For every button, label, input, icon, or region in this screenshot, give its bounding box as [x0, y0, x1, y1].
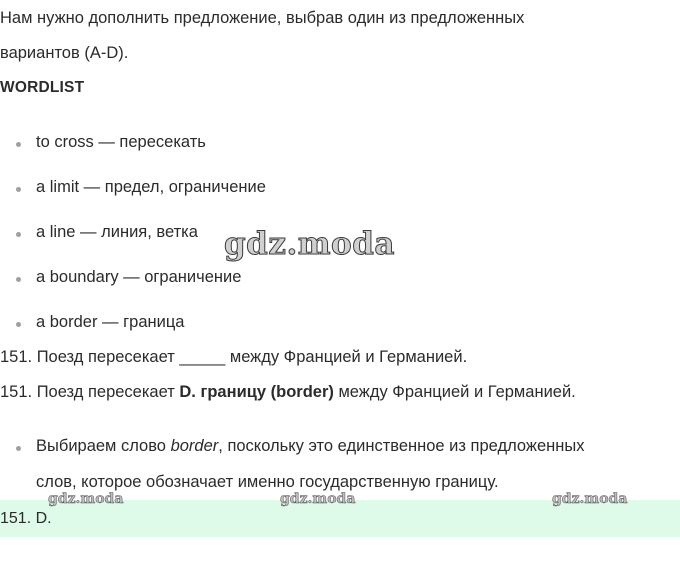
bullet — [16, 142, 21, 147]
intro-line-1: Нам нужно дополнить предложение, выбрав один из предложенных — [0, 9, 525, 27]
explanation-line-2: слов, которое обозначает именно государственную границу. — [36, 473, 499, 491]
watermark-logo: gdz.moda — [224, 226, 395, 262]
wordlist-item-text: a border — граница — [36, 313, 185, 331]
wordlist-item-text: a limit — предел, ограничение — [36, 178, 266, 196]
answer-suffix: между Францией и Германией. — [333, 383, 576, 401]
intro-line-2: вариантов (A-D). — [0, 44, 129, 62]
watermark-logo: gdz.moda — [48, 491, 124, 507]
bullet — [16, 322, 21, 327]
wordlist-item-text: to cross — пересекать — [36, 133, 206, 151]
explanation-line-1 — [36, 437, 584, 456]
wordlist-heading: WORDLIST — [0, 79, 85, 96]
task-answer-sentence — [0, 383, 576, 402]
bullet — [16, 232, 21, 237]
wordlist-item-text: a boundary — ограничение — [36, 268, 242, 286]
watermark-logo: gdz.moda — [280, 491, 356, 507]
explanation-suffix: , поскольку это единственное из предложенных — [218, 437, 585, 455]
task-question: 151. Поезд пересекает _____ между Францией и Германией. — [0, 348, 468, 366]
watermark-logo: gdz.moda — [552, 491, 628, 507]
bullet — [16, 187, 21, 192]
final-answer: 151. D. — [0, 510, 52, 527]
bullet — [16, 277, 21, 282]
answer-prefix: 151. Поезд пересекает — [0, 383, 180, 401]
explanation-prefix: Выбираем слово — [36, 437, 171, 455]
explanation-word: border — [170, 437, 219, 455]
bullet — [16, 446, 21, 451]
wordlist-item-text: a line — линия, ветка — [36, 223, 198, 241]
answer-choice: D. границу (border) — [179, 383, 334, 401]
